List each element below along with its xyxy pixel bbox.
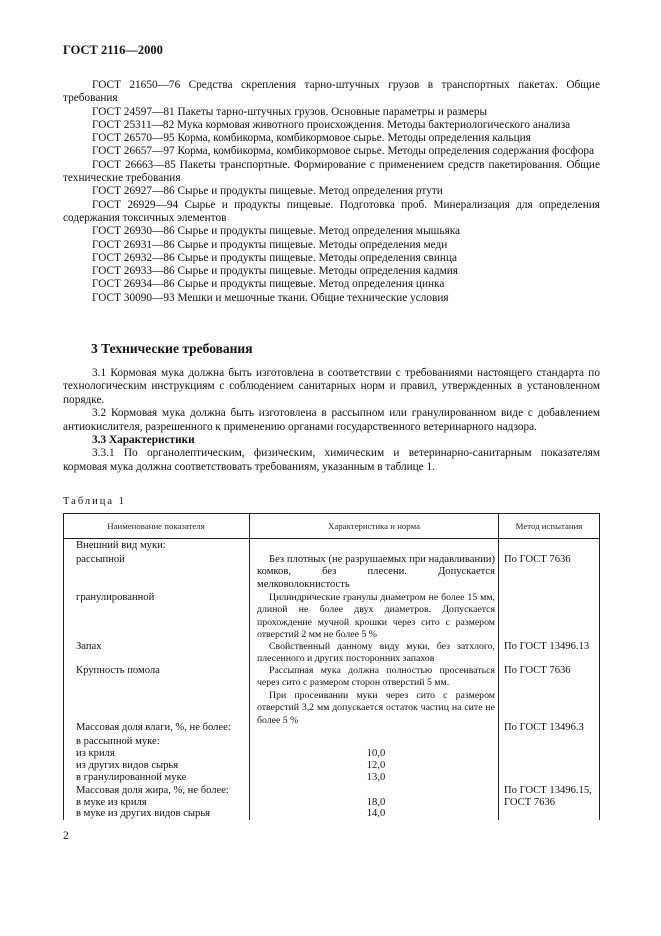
row-grind-method: По ГОСТ 7636 bbox=[504, 665, 571, 676]
reference-item: ГОСТ 26931—86 Сырье и продукты пищевые. Методы определения меди bbox=[92, 238, 448, 251]
row-fat-other-value: 14,0 bbox=[366, 808, 386, 819]
row-loose-norm bbox=[257, 554, 495, 591]
reference-item: ГОСТ 26663—85 Пакеты транспортные. Формирование с применением средств пакетирования. Общие технические требования bbox=[63, 158, 600, 185]
row-moisture-method: По ГОСТ 13496.3 bbox=[504, 722, 584, 733]
norm-text: При просеивании муки через сито с размером отверстий 3,2 мм допускается остаток частиц на сите не более 5 % bbox=[257, 689, 495, 726]
row-smell-norm bbox=[257, 641, 495, 666]
norm-text: Цилиндрические гранулы диаметром не более 15 мм, длиной не более двух диаметров. Допускается прохождение мучной крошки через сито с размером отверстий 2 мм не более 5 % bbox=[257, 592, 495, 641]
table-border-right bbox=[599, 513, 600, 820]
reference-item: ГОСТ 21650—76 Средства скрепления тарно-штучных грузов в транспортных пакетах. Общие требования bbox=[63, 79, 600, 105]
row-moisture-label: Массовая доля влаги, %, не более: bbox=[76, 722, 231, 733]
row-moisture-krill: из криля bbox=[76, 748, 115, 759]
row-moisture-granulated: в гранулированной муке bbox=[76, 772, 187, 783]
row-moisture-granulated-value: 13,0 bbox=[366, 772, 386, 783]
table-border-left bbox=[63, 513, 64, 820]
body-text bbox=[63, 367, 600, 474]
reference-item: ГОСТ 24597—81 Пакеты тарно-штучных грузов. Основные параметры и размеры bbox=[92, 105, 488, 118]
row-smell-label: Запах bbox=[76, 641, 102, 652]
row-moisture-other-value: 12,0 bbox=[366, 760, 386, 771]
row-appearance-label: Внешний вид муки: bbox=[76, 540, 166, 551]
reference-item: ГОСТ 25311—82 Мука кормовая животного происхождения. Методы бактериологического анализа bbox=[92, 118, 571, 131]
reference-item: ГОСТ 26933—86 Сырье и продукты пищевые. Методы определения кадмия bbox=[92, 265, 458, 278]
reference-item: ГОСТ 26929—94 Сырье и продукты пищевые. Подготовка проб. Минерализация для определения содержания токсичных элементов bbox=[63, 198, 600, 224]
row-moisture-loose: в рассыпной муке: bbox=[76, 736, 160, 747]
reference-list bbox=[63, 79, 600, 305]
page-number: 2 bbox=[63, 830, 69, 842]
row-moisture-krill-value: 10,0 bbox=[366, 748, 386, 759]
row-fat-other: в муке из других видов сырья bbox=[76, 808, 211, 819]
reference-item: ГОСТ 26932—86 Сырье и продукты пищевые. Методы определения свинца bbox=[92, 251, 458, 264]
row-fat-krill-value: 18,0 bbox=[366, 797, 386, 808]
reference-item: ГОСТ 26570—95 Корма, комбикорма, комбикормовое сырье. Методы определения кальция bbox=[92, 132, 531, 145]
reference-item: ГОСТ 30090—93 Мешки и мешочные ткани. Общие технические условия bbox=[92, 291, 449, 304]
row-grind-label: Крупность помола bbox=[76, 665, 160, 676]
column-header-indicator: Наименование показателя bbox=[107, 520, 205, 531]
reference-item: ГОСТ 26927—86 Сырье и продукты пищевые. Метод определения ртути bbox=[92, 185, 443, 198]
paragraph-3-1: 3.1 Кормовая мука должна быть изготовлена в соответствии с требованиями настоящего стандарта по технологическим инструкциям с соблюдением санитарных норм и правил, утвержденных в установленном порядке. bbox=[63, 367, 600, 406]
row-loose-label: рассыпной bbox=[76, 554, 125, 565]
column-header-norm: Характеристика и норма bbox=[328, 520, 420, 531]
row-granulated-label: гранулированной bbox=[76, 592, 155, 603]
reference-item: ГОСТ 26657—97 Корма, комбикорма, комбикормовое сырье. Методы определения содержания фосфора bbox=[92, 145, 595, 158]
row-moisture-other: из других видов сырья bbox=[76, 760, 179, 771]
norm-text: Свойственный данному виду муки, без затхлого, плесенного и других посторонних запахов bbox=[257, 641, 495, 665]
column-header-method: Метод испытания bbox=[515, 520, 583, 531]
row-fat-krill: в муке из криля bbox=[76, 797, 147, 808]
row-smell-method: По ГОСТ 13496.13 bbox=[504, 641, 590, 652]
row-fat-method: По ГОСТ 13496.15, ГОСТ 7636 bbox=[504, 785, 592, 809]
norm-text: Без плотных (не разрушаемых при надавливании) комков, без плесени. Допускается мелковолокнистость bbox=[257, 554, 495, 590]
row-fat-label: Массовая доля жира, %, не более: bbox=[76, 785, 229, 796]
row-loose-method: По ГОСТ 7636 bbox=[504, 554, 571, 565]
reference-item: ГОСТ 26930—86 Сырье и продукты пищевые. Метод определения мышьяка bbox=[92, 225, 461, 238]
column-divider bbox=[498, 513, 499, 820]
row-grind-norm bbox=[257, 665, 495, 727]
table-header-divider bbox=[63, 538, 600, 539]
section-title: 3 Технические требования bbox=[91, 341, 253, 356]
subsection-title: 3.3 Характеристики bbox=[92, 434, 195, 447]
norm-text: Рассыпная мука должна полностью просеиваться через сито с размером сторон отверстий 5 мм. bbox=[257, 665, 495, 689]
table-1 bbox=[63, 513, 600, 820]
paragraph-3-2: 3.2 Кормовая мука должна быть изготовлена в рассыпном или гранулированном виде с добавлением антиокислителя, разрешенного к применению органами государственного ветеринарного надзора. bbox=[63, 407, 600, 433]
page-header: ГОСТ 2116—2000 bbox=[63, 43, 163, 57]
reference-item: ГОСТ 26934—86 Сырье и продукты пищевые. Метод определения цинка bbox=[92, 278, 445, 291]
table-label: Таблица 1 bbox=[63, 496, 126, 507]
paragraph-3-3-1: 3.3.1 По органолептическим, физическим, химическим и ветеринарно-санитарным показателям кормовая мука должна соответствовать требованиям, указанным в таблице 1. bbox=[63, 447, 600, 473]
row-granulated-norm bbox=[257, 592, 495, 642]
